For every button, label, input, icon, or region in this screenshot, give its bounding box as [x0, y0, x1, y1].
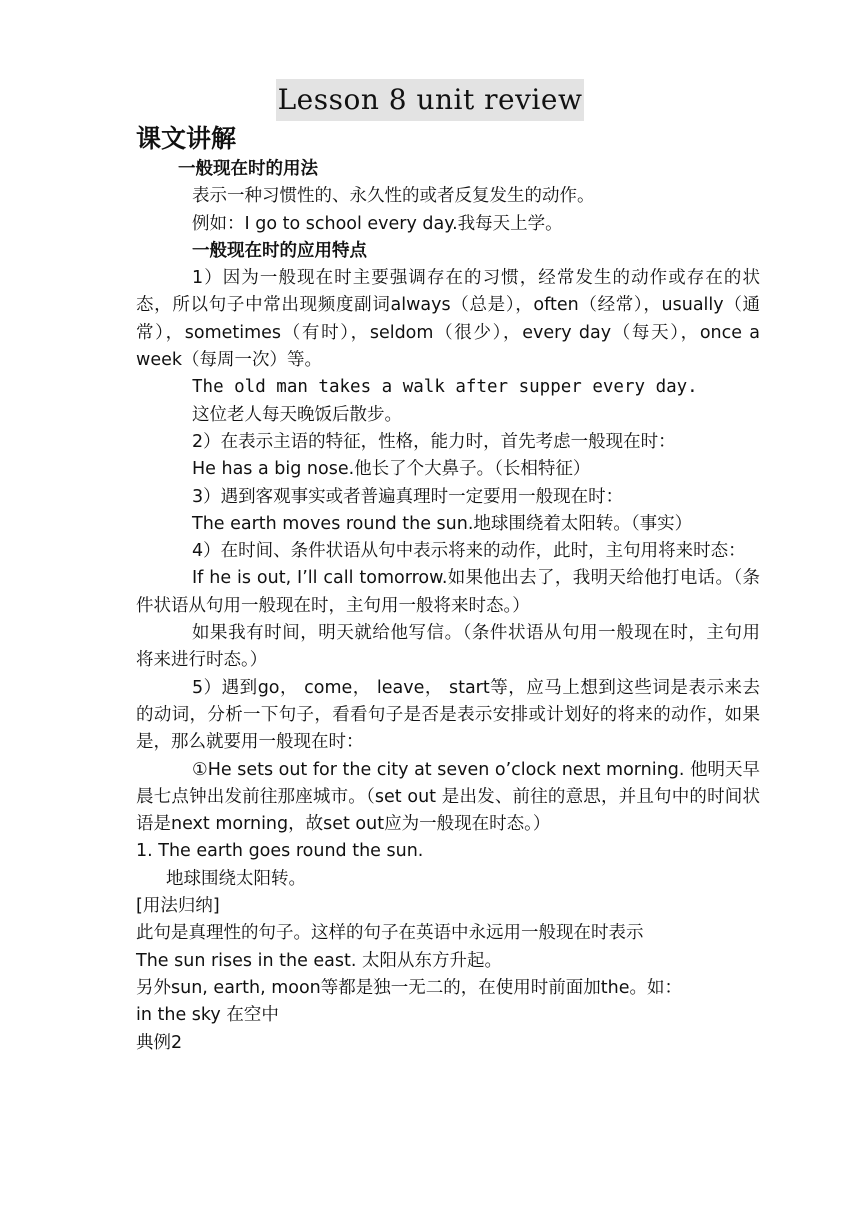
text-line: 此句是真理性的句子。这样的句子在英语中永远用一般现在时表示: [136, 923, 644, 944]
rule-line-2: 2）在表示主语的特征，性格，能力时，首先考虑一般现在时：: [192, 431, 676, 452]
example-line: 例如：I go to school every day.我每天上学。: [192, 213, 563, 234]
example-heading: 1. The earth goes round the sun.: [136, 841, 424, 862]
paragraph-example-cn: 如果我有时间，明天就给他写信。（条件状语从句用一般现在时，主句用将来进行时态。）: [136, 623, 760, 671]
subheading-usage: 一般现在时的用法: [178, 159, 318, 179]
page-title: Lesson 8 unit review: [276, 79, 585, 121]
translation-line: 这位老人每天晚饭后散步。: [192, 404, 402, 425]
title-container: [0, 79, 860, 121]
paragraph-example-if: If he is out, I’ll call tomorrow.如果他出去了，我明天给他打电话。（条件状语从句用一般现在时，主句用一般将来时态。）: [136, 568, 760, 616]
section-heading: 课文讲解: [136, 124, 237, 153]
paragraph-rule-5: 5）遇到go， come， leave， start等，应马上想到这些词是表示来去的动词，分析一下句子，看看句子是否是表示安排或计划好的将来的动作，如果是，那么就要用一般现在时：: [136, 677, 760, 753]
document-body: [136, 156, 760, 1057]
subheading-features: 一般现在时的应用特点: [192, 240, 367, 261]
example-line: The sun rises in the east. 太阳从东方升起。: [136, 950, 502, 971]
example-line: The earth moves round the sun.地球围绕着太阳转。（事实）: [192, 513, 693, 534]
paragraph-example-setout: ①He sets out for the city at seven o’clock next morning. 他明天早晨七点钟出发前往那座城市。（set out 是出发、前往的意思，并且句中的时间状语是next morning，故set out应为一般现在时态。）: [136, 759, 760, 835]
example-line: He has a big nose.他长了个大鼻子。（长相特征）: [192, 459, 591, 480]
translation-line: 地球围绕太阳转。: [166, 868, 306, 889]
example-line: in the sky 在空中: [136, 1005, 279, 1026]
rule-line-3: 3）遇到客观事实或者普遍真理时一定要用一般现在时：: [192, 486, 624, 507]
paragraph-rule-4: 4）在时间、条件状语从句中表示将来的动作，此时，主句用将来时态：: [192, 541, 746, 562]
example-label: 典例2: [136, 1032, 183, 1053]
paragraph-rule-1: 1）因为一般现在时主要强调存在的习惯，经常发生的动作或存在的状态，所以句子中常出现频度副词always（总是），often（经常），usually（通常），sometimes（有时），seldom（很少），every day（每天），once a week（每周一次）等。: [136, 268, 760, 371]
text-line: 表示一种习惯性的、永久性的或者反复发生的动作。: [192, 186, 595, 207]
example-line: The old man takes a walk after supper every day.: [192, 377, 698, 398]
text-line: 另外sun, earth, moon等都是独一无二的，在使用时前面加the。如：: [136, 977, 682, 998]
usage-summary-label: [用法归纳]: [136, 896, 220, 917]
